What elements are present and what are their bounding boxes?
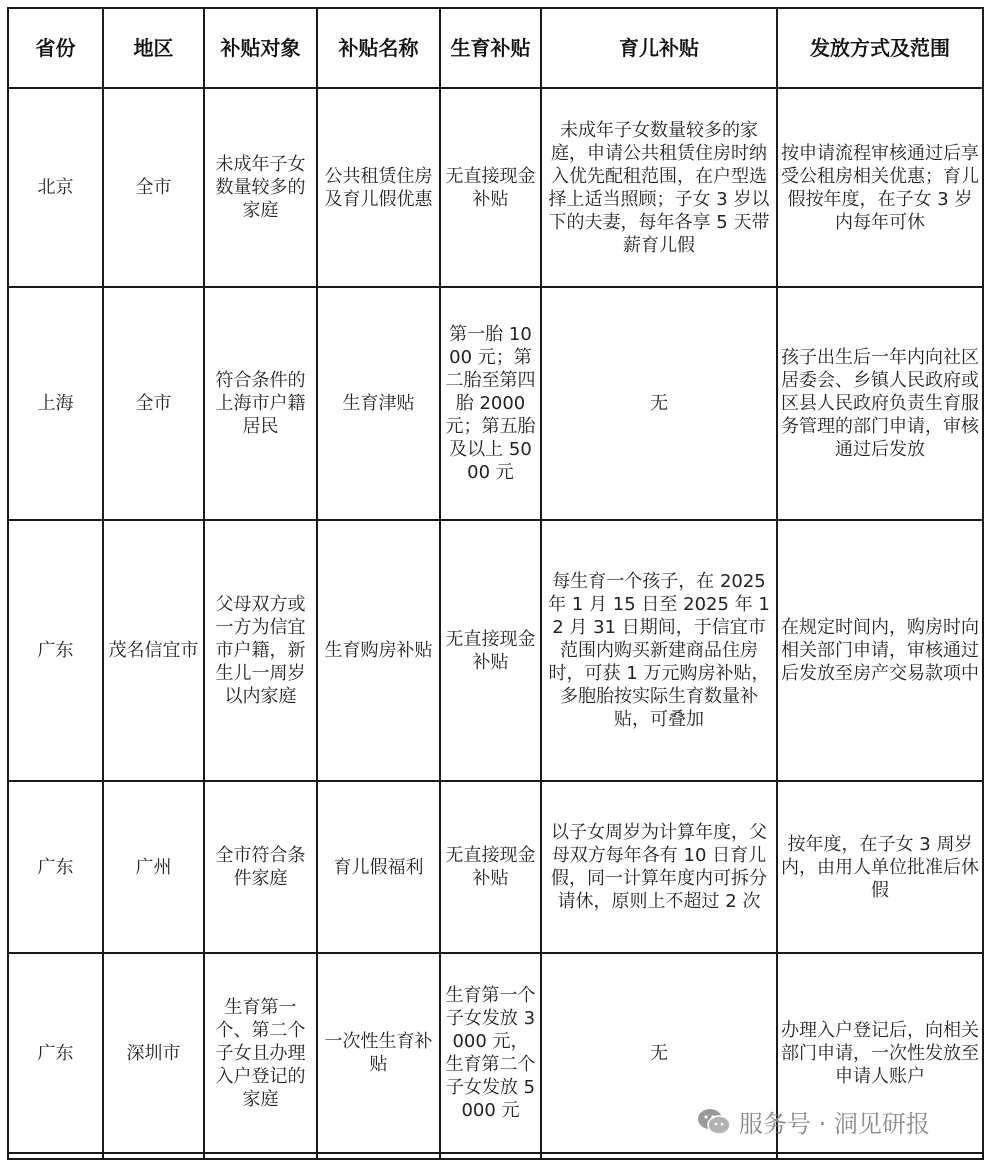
- watermark-text: 服务号 · 洞见研报: [739, 1110, 930, 1138]
- table-row-partial: [8, 1153, 983, 1159]
- cell-province: 北京: [8, 88, 103, 287]
- cell-method: 在规定时间内，购房时向相关部门申请，审核通过后发放至房产交易款项中: [777, 520, 983, 781]
- watermark: [697, 1104, 930, 1139]
- cell-subsidy-name: 生育购房补贴: [317, 520, 440, 781]
- cell-region: 广州: [103, 781, 204, 953]
- cell-childcare-subsidy: 无: [541, 953, 777, 1153]
- cell-target: 生育第一个、第二个子女且办理入户登记的家庭: [204, 953, 317, 1153]
- cell-childcare-subsidy: 无: [541, 287, 777, 520]
- header-method: 发放方式及范围: [777, 8, 983, 88]
- header-row: [8, 8, 983, 88]
- cell-subsidy-name: 一次性生育补贴: [317, 953, 440, 1153]
- header-childcare-subsidy: 育儿补贴: [541, 8, 777, 88]
- cell-birth-subsidy: 第一胎 1000 元；第二胎至第四胎 2000 元；第五胎及以上 5000 元: [440, 287, 541, 520]
- cell-target: 符合条件的上海市户籍居民: [204, 287, 317, 520]
- header-region: 地区: [103, 8, 204, 88]
- table-row: [8, 520, 983, 781]
- cell-birth-subsidy: 生育第一个子女发放 3000 元，生育第二个子女发放 5000 元: [440, 953, 541, 1153]
- cell-method: 办理入户登记后，向相关部门申请，一次性发放至申请人账户: [777, 953, 983, 1153]
- cell-target: 父母双方或一方为信宜市户籍，新生儿一周岁以内家庭: [204, 520, 317, 781]
- cell-method: 孩子出生后一年内向社区居委会、乡镇人民政府或区县人民政府负责生育服务管理的部门申请，审核通过后发放: [777, 287, 983, 520]
- cell-birth-subsidy: 无直接现金补贴: [440, 520, 541, 781]
- cell-region: 全市: [103, 88, 204, 287]
- header-province: 省份: [8, 8, 103, 88]
- wechat-icon: [697, 1108, 731, 1136]
- cell-subsidy-name: 公共租赁住房及育儿假优惠: [317, 88, 440, 287]
- cell-province: 广东: [8, 953, 103, 1153]
- table-row: [8, 88, 983, 287]
- table-row: [8, 287, 983, 520]
- cell-subsidy-name: 育儿假福利: [317, 781, 440, 953]
- cell-province: 广东: [8, 520, 103, 781]
- cell-birth-subsidy: 无直接现金补贴: [440, 88, 541, 287]
- cell-subsidy-name: 生育津贴: [317, 287, 440, 520]
- cell-province: 上海: [8, 287, 103, 520]
- header-target: 补贴对象: [204, 8, 317, 88]
- cell-region: 茂名信宜市: [103, 520, 204, 781]
- cell-target: 全市符合条件家庭: [204, 781, 317, 953]
- cell-birth-subsidy: 无直接现金补贴: [440, 781, 541, 953]
- table-row: [8, 781, 983, 953]
- cell-region: 深圳市: [103, 953, 204, 1153]
- cell-childcare-subsidy: 未成年子女数量较多的家庭，申请公共租赁住房时纳入优先配租范围，在户型选择上适当照顾；子女 3 岁以下的夫妻，每年各享 5 天带薪育儿假: [541, 88, 777, 287]
- cell-province: 广东: [8, 781, 103, 953]
- cell-method: 按年度，在子女 3 周岁内，由用人单位批准后休假: [777, 781, 983, 953]
- cell-method: 按申请流程审核通过后享受公租房相关优惠；育儿假按年度，在子女 3 岁内每年可休: [777, 88, 983, 287]
- cell-region: 全市: [103, 287, 204, 520]
- cell-childcare-subsidy: 以子女周岁为计算年度，父母双方每年各有 10 日育儿假，同一计算年度内可拆分请休，原则上不超过 2 次: [541, 781, 777, 953]
- header-birth-subsidy: 生育补贴: [440, 8, 541, 88]
- cell-target: 未成年子女数量较多的家庭: [204, 88, 317, 287]
- header-subsidy-name: 补贴名称: [317, 8, 440, 88]
- cell-childcare-subsidy: 每生育一个孩子，在 2025 年 1 月 15 日至 2025 年 12 月 31 日期间，于信宜市范围内购买新建商品住房时，可获 1 万元购房补贴，多胞胎按实际生育数量补贴，可叠加: [541, 520, 777, 781]
- subsidy-table: [7, 7, 984, 1160]
